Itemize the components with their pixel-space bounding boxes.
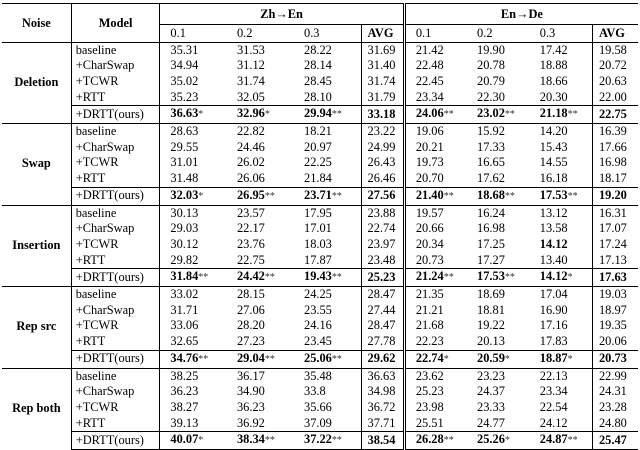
- score-cell: 22.75: [236, 252, 265, 267]
- score-cell: 24.06**: [404, 106, 467, 124]
- significance-mark: *: [264, 109, 270, 121]
- noise-label: Rep both: [2, 368, 71, 450]
- significance-mark: **: [264, 272, 275, 284]
- score-cell: 22.75: [592, 106, 638, 124]
- score-cell: 23.23: [467, 368, 530, 384]
- score-cell: 36.72: [367, 399, 396, 414]
- model-name: +RTT: [71, 253, 160, 269]
- score-cell: 32.65: [170, 334, 199, 349]
- score-cell: 29.03: [170, 221, 199, 236]
- score-cell: 17.16: [530, 318, 593, 334]
- score-cell: 26.46: [367, 171, 396, 186]
- table-row: [2, 269, 638, 287]
- score-cell: 31.74: [236, 73, 265, 88]
- score-cell: 24.12: [530, 416, 593, 432]
- score-cell: 17.66: [598, 139, 627, 154]
- score-cell: 23.33: [477, 399, 505, 414]
- score-cell: 16.39: [592, 124, 638, 140]
- score-cell: 17.63: [592, 269, 638, 287]
- score-cell: 20.73: [404, 253, 467, 269]
- model-name: +TCWR: [71, 318, 160, 334]
- score-cell: 34.76**: [160, 350, 227, 368]
- score-cell: 16.24: [467, 205, 530, 221]
- score-cell: 24.37: [477, 384, 505, 399]
- significance-mark: **: [331, 190, 342, 202]
- score-cell: 28.15: [227, 287, 294, 303]
- score-cell: 21.68: [404, 318, 467, 334]
- significance-mark: **: [264, 353, 275, 365]
- score-cell: 18.21: [294, 124, 361, 140]
- col-header-avg: AVG: [367, 26, 394, 40]
- score-cell: 23.62: [404, 368, 467, 384]
- score-cell: 21.18**: [530, 106, 593, 124]
- score-cell: 22.99: [592, 368, 638, 384]
- model-name: baseline: [71, 124, 160, 140]
- score-cell: 23.98: [404, 400, 467, 416]
- table-row: [2, 237, 638, 253]
- table-row: [2, 287, 638, 303]
- score-cell: 19.58: [592, 42, 638, 58]
- score-cell: 19.06: [404, 124, 467, 140]
- score-cell: 21.42: [404, 42, 467, 58]
- score-cell: 37.22**: [294, 432, 361, 450]
- model-name: +TCWR: [71, 155, 160, 171]
- score-cell: 22.17: [236, 221, 265, 236]
- score-cell: 36.23: [170, 384, 199, 399]
- noise-label: Deletion: [2, 42, 71, 124]
- significance-mark: *: [198, 190, 204, 202]
- significance-mark: **: [567, 190, 578, 202]
- score-cell: 20.34: [404, 237, 467, 253]
- score-cell: 23.28: [598, 399, 627, 414]
- score-cell: 26.95**: [227, 187, 294, 205]
- col-header: 0.3: [530, 25, 593, 43]
- score-cell: 22.74: [367, 221, 396, 236]
- score-cell: 29.94**: [294, 106, 361, 124]
- en-de-header: En→De: [404, 4, 638, 25]
- model-name: +TCWR: [71, 400, 160, 416]
- score-cell: 32.03*: [160, 187, 227, 205]
- score-cell: 23.02**: [467, 106, 530, 124]
- score-cell: 35.48: [294, 368, 361, 384]
- score-cell: 21.21: [404, 303, 467, 319]
- score-cell: 25.47: [592, 432, 638, 450]
- score-cell: 31.74: [367, 73, 396, 88]
- score-cell: 17.42: [530, 42, 593, 58]
- score-cell: 33.02: [160, 287, 227, 303]
- score-cell: 18.88: [530, 58, 593, 74]
- score-cell: 14.20: [530, 124, 593, 140]
- score-cell: 24.80: [598, 415, 627, 430]
- score-cell: 24.77: [477, 415, 505, 430]
- score-cell: 36.23: [236, 399, 265, 414]
- score-cell: 22.45: [404, 74, 467, 90]
- model-name: baseline: [71, 205, 160, 221]
- col-header: 0.2: [477, 26, 493, 40]
- table-row: [2, 384, 638, 400]
- score-cell: 22.54: [530, 400, 593, 416]
- significance-mark: *: [504, 435, 510, 447]
- score-cell: 28.63: [160, 124, 227, 140]
- table-row: [2, 221, 638, 237]
- score-cell: 36.63*: [160, 106, 227, 124]
- score-cell: 31.79: [367, 89, 396, 104]
- model-name: +DRTT(ours): [71, 187, 160, 205]
- score-cell: 13.12: [530, 205, 593, 221]
- model-name: +RTT: [71, 416, 160, 432]
- score-cell: 13.40: [530, 253, 593, 269]
- score-cell: 23.34: [404, 90, 467, 106]
- table-row: [2, 106, 638, 124]
- score-cell: 24.31: [598, 384, 627, 399]
- score-cell: 22.13: [530, 368, 593, 384]
- score-cell: 37.71: [367, 415, 396, 430]
- score-cell: 26.28**: [404, 432, 467, 450]
- model-name: +DRTT(ours): [71, 350, 160, 368]
- score-cell: 14.12: [530, 237, 593, 253]
- score-cell: 31.53: [227, 42, 294, 58]
- score-cell: 28.47: [367, 318, 396, 333]
- score-cell: 23.57: [227, 205, 294, 221]
- table-row: [2, 368, 638, 384]
- table-row: [2, 416, 638, 432]
- table-row: [2, 90, 638, 106]
- score-cell: 23.45: [294, 334, 361, 350]
- score-cell: 23.22: [361, 124, 404, 140]
- score-cell: 29.55: [170, 139, 199, 154]
- score-cell: 19.20: [592, 187, 638, 205]
- score-cell: 28.45: [294, 74, 361, 90]
- model-name: +TCWR: [71, 74, 160, 90]
- score-cell: 19.03: [592, 287, 638, 303]
- score-cell: 17.53**: [530, 187, 593, 205]
- score-cell: 23.34: [530, 384, 593, 400]
- model-name: +RTT: [71, 334, 160, 350]
- score-cell: 24.16: [294, 318, 361, 334]
- score-cell: 30.12: [170, 236, 199, 251]
- score-cell: 25.23: [404, 384, 467, 400]
- score-cell: 17.07: [598, 221, 627, 236]
- score-cell: 17.04: [530, 287, 593, 303]
- noise-label: Rep src: [2, 287, 71, 369]
- score-cell: 36.17: [227, 368, 294, 384]
- score-cell: 35.02: [170, 73, 199, 88]
- score-cell: 28.22: [294, 42, 361, 58]
- score-cell: 38.25: [160, 368, 227, 384]
- score-cell: 19.90: [467, 42, 530, 58]
- score-cell: 38.27: [170, 399, 199, 414]
- table-row: [2, 205, 638, 221]
- significance-mark: **: [264, 190, 275, 202]
- score-cell: 27.06: [236, 302, 265, 317]
- score-cell: 23.48: [367, 252, 396, 267]
- significance-mark: *: [443, 353, 449, 365]
- score-cell: 20.66: [404, 221, 467, 237]
- table-row: [2, 140, 638, 156]
- col-header: 0.1: [404, 25, 467, 43]
- score-cell: 31.48: [170, 171, 199, 186]
- model-name: +CharSwap: [71, 140, 160, 156]
- score-cell: 17.13: [598, 252, 627, 267]
- score-cell: 23.71**: [294, 187, 361, 205]
- score-cell: 22.25: [294, 155, 361, 171]
- table-row: [2, 334, 638, 350]
- model-name: +CharSwap: [71, 384, 160, 400]
- table-row: [2, 171, 638, 187]
- col-header: 0.1: [170, 26, 186, 40]
- score-cell: 18.97: [598, 302, 627, 317]
- score-cell: 29.04**: [227, 350, 294, 368]
- score-cell: 13.58: [530, 221, 593, 237]
- model-name: +CharSwap: [71, 303, 160, 319]
- table-row: [2, 42, 638, 58]
- table-row: [2, 318, 638, 334]
- score-cell: 19.57: [404, 205, 467, 221]
- score-cell: 17.25: [477, 236, 505, 251]
- noise-header: Noise: [2, 4, 71, 43]
- score-cell: 31.01: [170, 155, 199, 170]
- score-cell: 17.01: [294, 221, 361, 237]
- significance-mark: *: [198, 109, 204, 121]
- score-cell: 34.98: [367, 384, 396, 399]
- significance-mark: *: [567, 272, 573, 284]
- results-table: [2, 3, 638, 450]
- score-cell: 17.62: [477, 171, 505, 186]
- score-cell: 17.24: [598, 236, 627, 251]
- score-cell: 29.82: [170, 252, 199, 267]
- score-cell: 28.20: [236, 318, 265, 333]
- score-cell: 15.43: [530, 140, 593, 156]
- significance-mark: **: [504, 272, 515, 284]
- model-name: +DRTT(ours): [71, 432, 160, 450]
- score-cell: 24.99: [367, 139, 396, 154]
- score-cell: 31.71: [170, 302, 199, 317]
- score-cell: 20.06: [598, 334, 627, 349]
- score-cell: 21.40**: [404, 187, 467, 205]
- score-cell: 28.14: [294, 58, 361, 74]
- score-cell: 36.63: [361, 368, 404, 384]
- score-cell: 19.73: [404, 155, 467, 171]
- score-cell: 18.66: [530, 74, 593, 90]
- score-cell: 34.94: [170, 58, 199, 73]
- score-cell: 16.98: [598, 155, 627, 170]
- score-cell: 28.47: [361, 287, 404, 303]
- significance-mark: **: [443, 109, 454, 121]
- score-cell: 25.51: [404, 416, 467, 432]
- score-cell: 20.13: [477, 334, 505, 349]
- score-cell: 20.73: [592, 350, 638, 368]
- score-cell: 19.22: [477, 318, 505, 333]
- score-cell: 20.70: [404, 171, 467, 187]
- score-cell: 16.65: [477, 155, 505, 170]
- significance-mark: *: [198, 435, 204, 447]
- score-cell: 20.79: [477, 73, 505, 88]
- significance-mark: **: [504, 190, 515, 202]
- score-cell: 34.90: [236, 384, 265, 399]
- score-cell: 38.54: [361, 432, 404, 450]
- col-header: 0.3: [294, 25, 361, 43]
- score-cell: 20.78: [477, 58, 505, 73]
- score-cell: 21.84: [294, 171, 361, 187]
- score-cell: 21.35: [404, 287, 467, 303]
- noise-label: Insertion: [2, 205, 71, 287]
- score-cell: 35.23: [170, 89, 199, 104]
- score-cell: 31.69: [361, 42, 404, 58]
- score-cell: 37.09: [294, 416, 361, 432]
- score-cell: 16.90: [530, 303, 593, 319]
- score-cell: 18.69: [467, 287, 530, 303]
- score-cell: 28.10: [294, 90, 361, 106]
- model-name: +CharSwap: [71, 58, 160, 74]
- significance-mark: **: [443, 272, 454, 284]
- score-cell: 14.55: [530, 155, 593, 171]
- score-cell: 14.12*: [530, 269, 593, 287]
- score-cell: 24.46: [236, 139, 265, 154]
- score-cell: 23.97: [367, 236, 396, 251]
- score-cell: 29.62: [361, 350, 404, 368]
- score-cell: 35.31: [160, 42, 227, 58]
- table-row: [2, 155, 638, 171]
- significance-mark: *: [504, 353, 510, 365]
- model-header: Model: [71, 4, 160, 43]
- score-cell: 33.8: [294, 384, 361, 400]
- score-cell: 15.92: [467, 124, 530, 140]
- score-cell: 25.23: [361, 269, 404, 287]
- score-cell: 17.87: [294, 253, 361, 269]
- score-cell: 22.23: [404, 334, 467, 350]
- significance-mark: **: [567, 109, 578, 121]
- zh-en-header: Zh→En: [160, 4, 404, 25]
- model-name: baseline: [71, 42, 160, 58]
- model-name: +TCWR: [71, 237, 160, 253]
- table-row: [2, 400, 638, 416]
- score-cell: 27.44: [367, 302, 396, 317]
- significance-mark: **: [331, 353, 342, 365]
- score-cell: 31.84**: [160, 269, 227, 287]
- score-cell: 33.18: [361, 106, 404, 124]
- model-name: +RTT: [71, 90, 160, 106]
- score-cell: 40.07*: [160, 432, 227, 450]
- significance-mark: **: [198, 272, 209, 284]
- score-cell: 26.02: [236, 155, 265, 170]
- col-header: 0.2: [236, 26, 253, 40]
- score-cell: 30.13: [160, 205, 227, 221]
- significance-mark: **: [264, 435, 275, 447]
- significance-mark: *: [567, 353, 573, 365]
- score-cell: 16.31: [592, 205, 638, 221]
- score-cell: 21.24**: [404, 269, 467, 287]
- score-cell: 24.42**: [227, 269, 294, 287]
- score-cell: 26.06: [236, 171, 265, 186]
- score-cell: 18.68**: [467, 187, 530, 205]
- score-cell: 20.97: [294, 140, 361, 156]
- table-row: [2, 187, 638, 205]
- score-cell: 23.76: [236, 236, 265, 251]
- table-row: [2, 58, 638, 74]
- score-cell: 18.87*: [530, 350, 593, 368]
- table-row: [2, 74, 638, 90]
- significance-mark: **: [331, 435, 342, 447]
- score-cell: 32.96*: [227, 106, 294, 124]
- score-cell: 24.25: [294, 287, 361, 303]
- score-cell: 16.98: [477, 221, 505, 236]
- col-header-avg: AVG: [598, 26, 625, 40]
- significance-mark: **: [331, 109, 342, 121]
- score-cell: 20.59*: [467, 350, 530, 368]
- score-cell: 25.26*: [467, 432, 530, 450]
- score-cell: 22.48: [404, 58, 467, 74]
- score-cell: 17.33: [477, 139, 505, 154]
- score-cell: 19.35: [598, 318, 627, 333]
- significance-mark: **: [443, 190, 454, 202]
- score-cell: 32.05: [236, 89, 265, 104]
- score-cell: 27.23: [236, 334, 265, 349]
- score-cell: 22.82: [227, 124, 294, 140]
- score-cell: 27.78: [367, 334, 396, 349]
- score-cell: 18.03: [294, 237, 361, 253]
- score-cell: 39.13: [170, 415, 199, 430]
- significance-mark: **: [443, 435, 454, 447]
- score-cell: 18.17: [598, 171, 627, 186]
- score-cell: 20.21: [404, 140, 467, 156]
- table-row: [2, 253, 638, 269]
- model-name: baseline: [71, 287, 160, 303]
- model-name: +RTT: [71, 171, 160, 187]
- score-cell: 20.63: [598, 73, 627, 88]
- score-cell: 19.43**: [294, 269, 361, 287]
- score-cell: 23.55: [294, 303, 361, 319]
- score-cell: 24.87**: [530, 432, 593, 450]
- score-cell: 22.74*: [404, 350, 467, 368]
- score-cell: 31.40: [367, 58, 396, 73]
- noise-label: Swap: [2, 124, 71, 206]
- score-cell: 35.66: [294, 400, 361, 416]
- significance-mark: **: [504, 109, 515, 121]
- score-cell: 27.56: [361, 187, 404, 205]
- model-name: +DRTT(ours): [71, 106, 160, 124]
- model-name: +CharSwap: [71, 221, 160, 237]
- table-row: [2, 350, 638, 368]
- table-row: [2, 124, 638, 140]
- score-cell: 18.81: [477, 302, 505, 317]
- model-name: +DRTT(ours): [71, 269, 160, 287]
- score-cell: 17.27: [477, 252, 505, 267]
- score-cell: 22.30: [477, 89, 505, 104]
- score-cell: 20.30: [530, 90, 593, 106]
- score-cell: 23.88: [361, 205, 404, 221]
- score-cell: 17.83: [530, 334, 593, 350]
- score-cell: 25.06**: [294, 350, 361, 368]
- score-cell: 20.72: [598, 58, 627, 73]
- score-cell: 31.12: [236, 58, 265, 73]
- score-cell: 36.92: [236, 415, 265, 430]
- score-cell: 16.18: [530, 171, 593, 187]
- significance-mark: **: [331, 272, 342, 284]
- score-cell: 17.95: [294, 205, 361, 221]
- table-row: [2, 303, 638, 319]
- significance-mark: **: [567, 435, 578, 447]
- score-cell: 22.00: [598, 89, 627, 104]
- score-cell: 33.06: [170, 318, 199, 333]
- score-cell: 17.53**: [467, 269, 530, 287]
- score-cell: 38.34**: [227, 432, 294, 450]
- model-name: baseline: [71, 368, 160, 384]
- significance-mark: **: [198, 353, 209, 365]
- score-cell: 26.43: [367, 155, 396, 170]
